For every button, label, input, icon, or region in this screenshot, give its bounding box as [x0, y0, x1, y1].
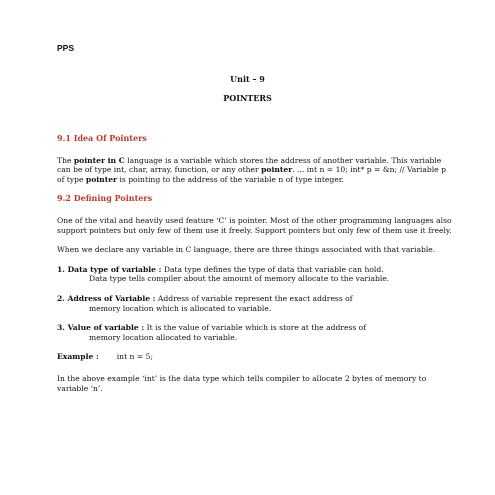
item-text: Address of variable represent the exact address of — [155, 293, 353, 303]
header-label: PPS — [57, 43, 75, 53]
paragraph-example-explanation: In the above example ‘int’ is the data type which tells compiler to allocate 2 bytes of memory to variable ‘n’. — [57, 373, 427, 393]
paragraph-idea — [57, 156, 452, 185]
unit-heading: Unit – 9 — [230, 74, 265, 84]
paragraph-declare: When we declare any variable in C language, there are three things associated with that variable. — [57, 245, 436, 255]
list-item — [57, 294, 452, 313]
bold-text: pointer — [261, 165, 293, 175]
list-item — [57, 323, 452, 342]
text-run: language is a variable which stores the address of another variable. This variable can be of type int, char, array, function, or any other — [57, 155, 442, 175]
list-item — [57, 265, 452, 284]
example-line — [57, 352, 452, 362]
document-body — [57, 134, 452, 403]
page-title: POINTERS — [223, 93, 272, 103]
text-run: The — [57, 155, 74, 165]
item-subtext: memory location which is allocated to variable. — [89, 303, 272, 313]
section-heading-idea: 9.1 Idea Of Pointers — [57, 133, 147, 143]
paragraph-intro: One of the vital and heavily used feature ‘C’ is pointer. Most of the other programming languages also support pointers but only few of them use it freely. Support pointers but only few of them use it freely. — [57, 215, 452, 235]
item-subtext: Data type tells compiler about the amount of memory allocate to the variable. — [89, 274, 390, 284]
text-run: . ... int n = 10; int* p = &n; // Variable p of type — [57, 165, 446, 184]
section-heading-defining: 9.2 Defining Pointers — [57, 193, 153, 204]
example-code: int n = 5; — [116, 352, 154, 362]
item-text: Data type defines the type of data that variable can hold. — [161, 264, 384, 274]
item-label: 2. Address of Variable : — [57, 293, 156, 303]
item-text: It is the value of variable which is store at the address of — [144, 323, 367, 333]
example-label: Example : — [57, 352, 99, 362]
bold-text: pointer in C — [73, 155, 125, 165]
bold-text: pointer — [85, 174, 118, 184]
text-run: is pointing to the address of the variable n of type integer. — [117, 174, 344, 184]
item-label: 1. Data type of variable : — [57, 264, 162, 274]
item-label: 3. Value of variable : — [57, 323, 145, 333]
item-subtext: memory location allocated to variable. — [89, 332, 238, 342]
